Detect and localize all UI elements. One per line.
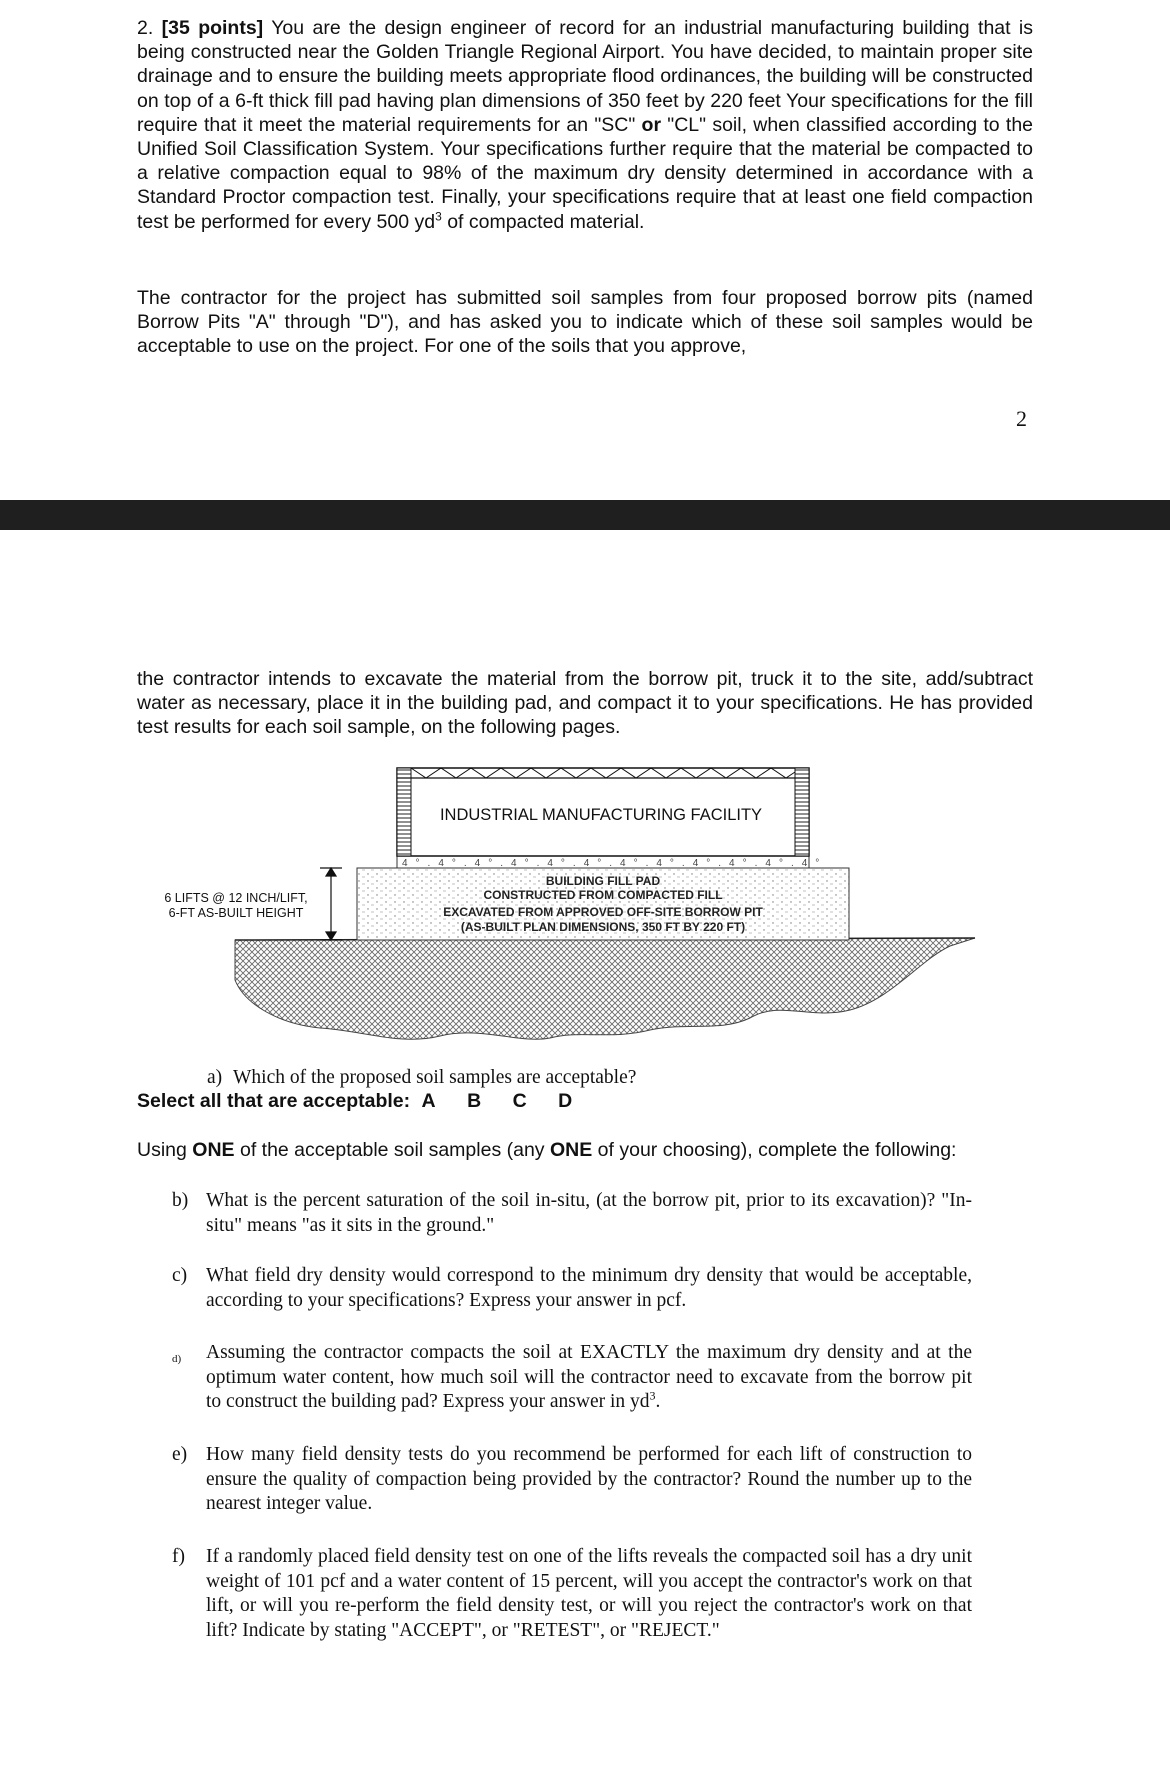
question-c <box>172 1264 972 1313</box>
paragraph-contractor <box>137 667 1033 740</box>
paragraph-text: The contractor for the project has submitted soil samples from four proposed borrow pits (named Borrow Pits "A" through "D"), and has asked you to indicate which of these soil samples would be acceptable to use on the project. For one of the soils that you approve, <box>137 287 1033 358</box>
paragraph-borrow-pits <box>137 286 1033 359</box>
question-d-text-wrap <box>206 1341 972 1415</box>
using-pre: Using <box>137 1139 187 1161</box>
lifts-label-2: 6-FT AS-BUILT HEIGHT <box>168 906 304 920</box>
fill-pad-diagram <box>150 760 990 1050</box>
question-f-text: If a randomly placed field density test on one of the lifts reveals the compacted soil has a dry unit weight of 101 pcf and a water content of 15 percent, will you accept the contractor's work on that lift, or will you re-perform the field density test, or will you reject the contractor's work on that lift? Indicate by stating "ACCEPT", or "RETEST", or "REJECT." <box>206 1546 972 1641</box>
question-d <box>172 1341 972 1415</box>
question-d-end: . <box>655 1391 661 1412</box>
height-dimension <box>320 868 342 940</box>
question-e-label: e) <box>172 1444 188 1465</box>
question-e <box>172 1443 972 1517</box>
superscript: 3 <box>435 209 442 224</box>
question-a-text: Which of the proposed soil samples are acceptable? <box>233 1067 637 1088</box>
pad-label-2: CONSTRUCTED FROM COMPACTED FILL <box>483 888 723 902</box>
or-word: or <box>641 113 662 136</box>
question-b-label: b) <box>172 1190 189 1211</box>
paragraph-text: the contractor intends to excavate the material from the borrow pit, truck it to the site, add/subtract water as necessary, place it in the building pad, and compact it to your specifications. He has provided test results for each soil sample, on the following pages. <box>137 668 1033 739</box>
question-d-text: Assuming the contractor compacts the soil at EXACTLY the maximum dry density and at the optimum water content, how much soil will the contractor need to excavate from the borrow pit to construct the building pad? Express your answer in yd <box>206 1342 972 1412</box>
pad-label-3: EXCAVATED FROM APPROVED OFF-SITE BORROW PIT <box>443 905 763 919</box>
option-c[interactable]: C <box>512 1090 527 1112</box>
intro-text: You are the design engineer of record for an industrial manufacturing building that is being constructed near the Golden Triangle Regional Airport. You have decided, to maintain proper site drainage and to ensure the building meets appropriate flood ordinances, the building will be constructed on top of a 6-ft thick fill pad having plan dimensions of 350 feet by 220 feet Your specifications for the fill require that it meet the material requirements for an "SC" <box>137 17 1034 136</box>
using-instruction <box>137 1139 956 1162</box>
question-d-sup: 3 <box>649 1388 656 1403</box>
intro-text-cont: "CL" soil, when classified according to the Unified Soil Classification System. Your specifications further require that the material be compacted to a relative compaction equal to 98% of the maximum dry density determined in accordance with a Standard Proctor compaction test. Finally, your specifications require that at least one field compaction test be performed for every 500 yd <box>137 113 1034 233</box>
building-wall-left <box>397 768 411 856</box>
question-a <box>207 1067 636 1089</box>
question-f <box>172 1545 972 1643</box>
select-prompt: Select all that are acceptable: <box>137 1090 411 1112</box>
page-number: 2 <box>1016 406 1027 431</box>
question-b <box>172 1189 972 1238</box>
ground-soil <box>235 938 975 1039</box>
page-divider <box>0 500 1170 530</box>
option-b[interactable]: B <box>467 1090 482 1112</box>
option-d[interactable]: D <box>558 1090 573 1112</box>
using-mid: of the acceptable soil samples (any <box>239 1139 545 1161</box>
question-b-text: What is the percent saturation of the soil in-situ, (at the borrow pit, prior to its excavation)? "In-situ" means "as it sits in the ground." <box>206 1190 972 1236</box>
using-post: of your choosing), complete the following: <box>597 1139 957 1161</box>
using-one: ONE <box>192 1139 235 1161</box>
lifts-label-1: 6 LIFTS @ 12 INCH/LIFT, <box>164 891 308 905</box>
intro-text-end: of compacted material. <box>447 210 645 233</box>
question-f-label: f) <box>172 1546 185 1567</box>
question-c-text: What field dry density would correspond to the minimum dry density that would be acceptable, according to your specifications? Express your answer in pcf. <box>206 1265 972 1311</box>
question-d-label: d) <box>172 1353 182 1365</box>
question-a-label: a) <box>207 1067 223 1088</box>
question-e-text: How many field density tests do you recommend be performed for each lift of construction to ensure the quality of compaction being provided by the contractor? Round the number up to the nearest integer value. <box>206 1444 972 1514</box>
using-one-2: ONE <box>549 1139 593 1161</box>
building-wall-right <box>795 768 809 856</box>
facility-label: INDUSTRIAL MANUFACTURING FACILITY <box>439 806 763 824</box>
question-c-label: c) <box>172 1265 188 1286</box>
problem-number: 2. <box>137 17 154 39</box>
problem-intro <box>137 16 1033 234</box>
select-options <box>137 1090 572 1113</box>
pad-label-4: (AS-BUILT PLAN DIMENSIONS, 350 FT BY 220 FT) <box>460 920 746 934</box>
svg-text:4°.4°.4°.4°.4°.4°.4°.4°.4°.4°.: 4°.4°.4°.4°.4°.4°.4°.4°.4°.4°.4°.4° <box>402 858 828 869</box>
problem-points: [35 points] <box>161 17 264 39</box>
option-a[interactable]: A <box>421 1090 436 1112</box>
pad-label-1: BUILDING FILL PAD <box>545 874 661 888</box>
